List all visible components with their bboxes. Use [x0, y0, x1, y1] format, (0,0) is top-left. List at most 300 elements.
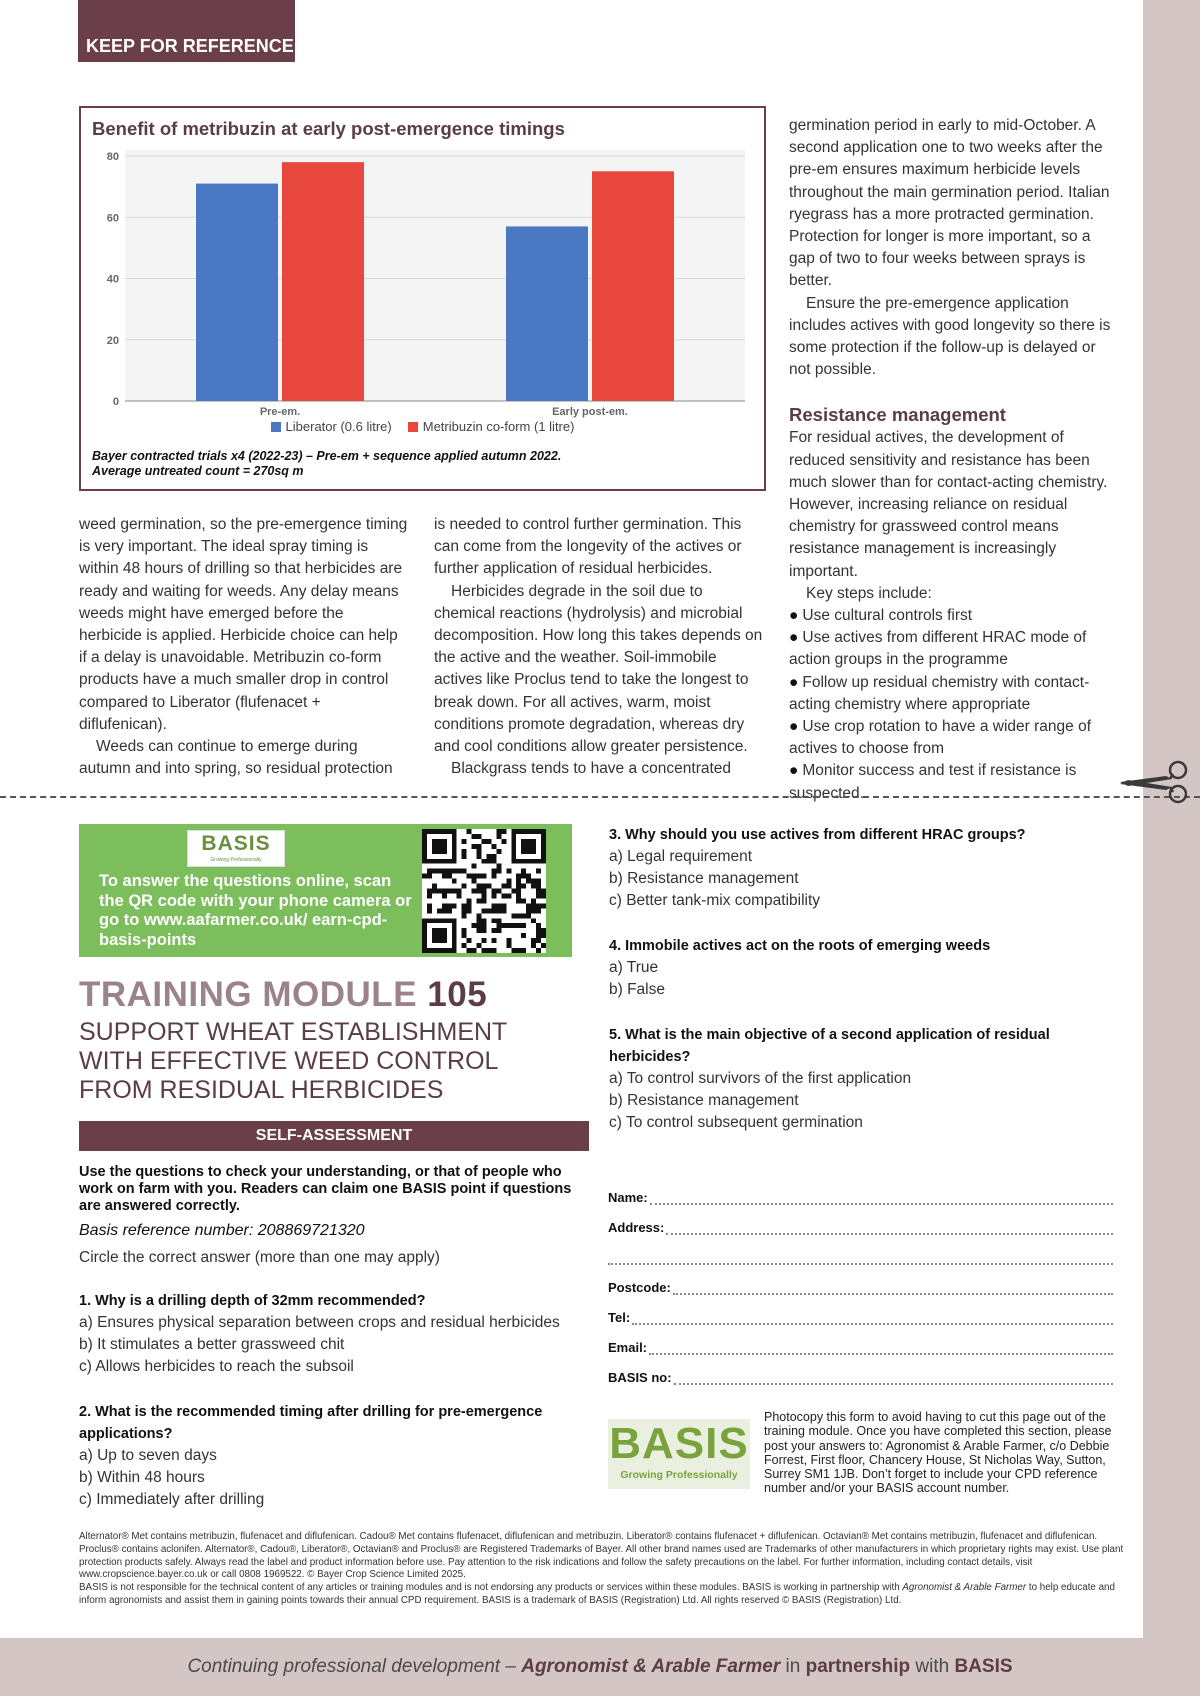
qr-module — [496, 829, 501, 834]
qr-module — [531, 839, 536, 844]
basis-reference-number: Basis reference number: 208869721320 — [79, 1222, 365, 1239]
qr-module — [531, 943, 536, 948]
basis-no-field[interactable] — [608, 1355, 1113, 1385]
qr-module — [526, 913, 531, 918]
qr-module — [496, 908, 501, 913]
question-2 — [79, 1401, 599, 1511]
y-tick-label: 40 — [106, 273, 119, 286]
online-answer-box — [79, 824, 572, 957]
qr-module — [432, 859, 437, 864]
qr-module — [422, 849, 427, 854]
qr-module — [531, 903, 536, 908]
y-tick-label: 60 — [106, 212, 119, 225]
qr-module — [452, 938, 457, 943]
qr-module — [477, 834, 482, 839]
qr-module — [536, 903, 541, 908]
qr-module — [531, 829, 536, 834]
qr-module — [521, 829, 526, 834]
qr-module — [422, 874, 427, 879]
address-field[interactable] — [608, 1205, 1113, 1235]
qr-module — [462, 933, 467, 938]
qr-module — [467, 829, 472, 834]
question-text: 3. Why should you use actives from different HRAC groups? — [609, 827, 1026, 843]
footer-text: in — [780, 1656, 806, 1677]
answer-option[interactable]: b) False — [609, 981, 665, 998]
field-line[interactable] — [666, 1223, 1113, 1235]
y-tick-label: 80 — [106, 151, 119, 163]
qr-module — [462, 839, 467, 844]
qr-module — [521, 844, 526, 849]
qr-module — [477, 874, 482, 879]
qr-module — [491, 889, 496, 894]
qr-module — [442, 844, 447, 849]
qr-module — [422, 943, 427, 948]
qr-module — [491, 874, 496, 879]
qr-module — [437, 918, 442, 923]
bullet-item: ● Follow up residual chemistry with contact-acting chemistry where appropriate — [789, 672, 1119, 716]
qr-module — [521, 869, 526, 874]
qr-module — [516, 829, 521, 834]
qr-module — [467, 908, 472, 913]
qr-module — [477, 889, 482, 894]
qr-module — [491, 869, 496, 874]
qr-module — [541, 893, 546, 898]
qr-module — [422, 859, 427, 864]
qr-module — [482, 948, 487, 953]
qr-module — [531, 918, 536, 923]
qr-module — [482, 893, 487, 898]
answer-option[interactable]: b) Resistance management — [609, 870, 799, 887]
field-label: Tel: — [608, 1310, 631, 1325]
qr-module — [482, 898, 487, 903]
qr-module — [521, 859, 526, 864]
qr-module — [432, 948, 437, 953]
qr-module — [437, 829, 442, 834]
qr-module — [486, 884, 491, 889]
qr-module — [452, 903, 457, 908]
y-tick-label: 0 — [112, 396, 119, 408]
qr-module — [536, 884, 541, 889]
qr-module — [477, 898, 482, 903]
qr-module — [501, 893, 506, 898]
qr-module — [486, 948, 491, 953]
answer-option[interactable]: a) To control survivors of the first application — [609, 1070, 912, 1087]
legend-label: Metribuzin co-form (1 litre) — [422, 419, 575, 434]
qr-module — [427, 859, 432, 864]
qr-module — [442, 839, 447, 844]
basis-logo — [608, 1419, 750, 1489]
qr-module — [432, 829, 437, 834]
qr-module — [516, 913, 521, 918]
qr-module — [491, 938, 496, 943]
qr-module — [536, 859, 541, 864]
qr-module — [516, 874, 521, 879]
qr-module — [521, 839, 526, 844]
field-line[interactable] — [649, 1343, 1113, 1355]
qr-module — [482, 918, 487, 923]
answer-option[interactable]: b) Resistance management — [609, 1092, 799, 1109]
circle-instruction: Circle the correct answer (more than one may apply) — [79, 1249, 440, 1266]
answer-option[interactable]: c) Allows herbicides to reach the subsoil — [79, 1358, 354, 1375]
qr-module — [432, 869, 437, 874]
paragraph: For residual actives, the development of reduced sensitivity and resistance has been much slower than for contact-acting chemistry. However, increasing reliance on residual chemistry for grassweed control means resistance management is increasingly important. — [789, 429, 1108, 580]
bullet-item: ● Use crop rotation to have a wider range of actives to choose from — [789, 716, 1119, 760]
article-column-2 — [434, 514, 764, 780]
qr-module — [516, 923, 521, 928]
qr-module — [462, 869, 467, 874]
qr-module — [536, 893, 541, 898]
qr-module — [462, 908, 467, 913]
qr-module — [422, 933, 427, 938]
qr-module — [501, 923, 506, 928]
qr-module — [526, 903, 531, 908]
basis-logo-tagline: Growing Professionally — [620, 1469, 738, 1481]
qr-module — [432, 928, 437, 933]
qr-module — [442, 908, 447, 913]
qr-module — [427, 889, 432, 894]
answer-option[interactable]: b) It stimulates a better grassweed chit — [79, 1336, 345, 1353]
qr-module — [477, 849, 482, 854]
right-margin-band — [1143, 0, 1200, 1638]
qr-module — [536, 928, 541, 933]
answer-option[interactable]: a) True — [609, 959, 659, 976]
qr-module — [491, 859, 496, 864]
qr-module — [541, 933, 546, 938]
qr-module — [452, 928, 457, 933]
qr-module — [452, 879, 457, 884]
legend-label: Liberator (0.6 litre) — [285, 419, 392, 434]
qr-module — [422, 854, 427, 859]
qr-module — [422, 844, 427, 849]
qr-module — [541, 928, 546, 933]
field-line[interactable] — [608, 1253, 1113, 1265]
qr-module — [472, 844, 477, 849]
qr-module — [526, 859, 531, 864]
qr-module — [531, 859, 536, 864]
self-assessment-bar: SELF-ASSESSMENT — [79, 1121, 589, 1151]
legal-text-italic: Agronomist & Arable Farmer — [902, 1582, 1027, 1594]
qr-module — [511, 923, 516, 928]
qr-module — [442, 948, 447, 953]
qr-module — [427, 918, 432, 923]
qr-module — [452, 844, 457, 849]
legal-small-print — [79, 1531, 1124, 1608]
qr-module — [541, 889, 546, 894]
qr-module — [511, 854, 516, 859]
bar-liberator — [506, 226, 588, 401]
qr-module — [521, 884, 526, 889]
qr-module — [516, 859, 521, 864]
answer-option[interactable]: c) To control subsequent germination — [609, 1114, 863, 1131]
qr-module — [462, 928, 467, 933]
answer-option[interactable]: c) Immediately after drilling — [79, 1491, 265, 1508]
qr-module — [442, 938, 447, 943]
qr-module — [422, 923, 427, 928]
field-line[interactable] — [650, 1193, 1113, 1205]
qr-module — [452, 923, 457, 928]
online-instructions: To answer the questions online, scan the QR code with your phone camera or go to www.aafarmer.co.uk/ earn-cpd-basis-points — [99, 872, 412, 949]
qr-module — [531, 898, 536, 903]
footer-text: with — [910, 1656, 955, 1677]
qr-module — [477, 943, 482, 948]
qr-module — [526, 829, 531, 834]
x-tick-label: Early post-em. — [552, 406, 628, 418]
answer-option[interactable]: c) Better tank-mix compatibility — [609, 892, 821, 909]
field-label: Address: — [608, 1220, 665, 1235]
qr-module — [452, 943, 457, 948]
qr-module — [491, 908, 496, 913]
module-title — [79, 975, 487, 1015]
legal-text: BASIS is not responsible for the technical content of any articles or training modules and is not endorsing any products or services within these modules. BASIS is working in partnership with — [79, 1582, 903, 1594]
qr-module — [432, 933, 437, 938]
qr-module — [496, 923, 501, 928]
qr-module — [491, 893, 496, 898]
qr-module — [506, 884, 511, 889]
qr-module — [526, 874, 531, 879]
qr-module — [427, 903, 432, 908]
keep-for-reference-tab: KEEP FOR REFERENCE — [78, 0, 295, 62]
qr-module — [526, 844, 531, 849]
qr-module — [541, 903, 546, 908]
intro-text: Use the questions to check your understanding, or that of people who work on farm with you. Readers can claim one BASIS point if questions are answered correctly. — [79, 1164, 572, 1214]
qr-module — [482, 839, 487, 844]
qr-module — [541, 849, 546, 854]
qr-module — [477, 913, 482, 918]
bullet-item: ● Monitor success and test if resistance is suspected. — [789, 760, 1119, 804]
qr-module — [422, 839, 427, 844]
qr-module — [432, 844, 437, 849]
qr-module — [541, 943, 546, 948]
answer-option[interactable]: a) Legal requirement — [609, 848, 753, 865]
bar-metribuzin — [592, 171, 674, 401]
qr-module — [491, 903, 496, 908]
qr-module — [432, 849, 437, 854]
answer-option[interactable]: b) Within 48 hours — [79, 1469, 205, 1486]
qr-module — [422, 918, 427, 923]
qr-module — [422, 938, 427, 943]
qr-module — [447, 869, 452, 874]
qr-module — [531, 849, 536, 854]
qr-module — [496, 918, 501, 923]
chart-title: Benefit of metribuzin at early post-emergence timings — [92, 118, 565, 139]
qr-module — [427, 893, 432, 898]
qr-module — [531, 884, 536, 889]
photocopy-note: Photocopy this form to avoid having to cut this page out of the training module. Once you have completed this section, please post your answers to: Agronomist & Arable Farmer, c/o Debbie Forrest, First floor, Chancery House, St Nicholas Way, Sutton, Surrey SM1 1JB. Don’t forget to include your CPD reference number and/or your BASIS account number. — [764, 1410, 1112, 1496]
qr-module — [447, 908, 452, 913]
qr-module — [452, 948, 457, 953]
qr-module — [506, 943, 511, 948]
qr-module — [496, 889, 501, 894]
bar-liberator — [196, 184, 278, 401]
qr-module — [477, 928, 482, 933]
field-label: Name: — [608, 1190, 648, 1205]
qr-module — [452, 859, 457, 864]
qr-module — [491, 844, 496, 849]
qr-module — [422, 928, 427, 933]
qr-module — [472, 879, 477, 884]
qr-module — [536, 879, 541, 884]
paragraph: Weeds can continue to emerge during autumn and into spring, so residual protection — [79, 738, 393, 778]
scissors-icon — [1118, 760, 1188, 804]
qr-module — [437, 844, 442, 849]
qr-module — [501, 839, 506, 844]
qr-module — [491, 918, 496, 923]
qr-module — [511, 948, 516, 953]
qr-module — [536, 938, 541, 943]
qr-module — [482, 923, 487, 928]
qr-module — [437, 869, 442, 874]
qr-module — [496, 903, 501, 908]
legend-item-liberator — [271, 419, 392, 434]
chart-panel — [79, 106, 766, 491]
module-subtitle: SUPPORT WHEAT ESTABLISHMENT WITH EFFECTIVE WEED CONTROL FROM RESIDUAL HERBICIDES — [79, 1018, 507, 1104]
x-tick-label: Pre-em. — [259, 406, 301, 418]
qr-module — [432, 839, 437, 844]
qr-module — [462, 854, 467, 859]
paragraph: Herbicides degrade in the soil due to chemical reactions (hydrolysis) and microbial decomposition. How long this takes depends on the active and the weather. Soil-immobile actives like Proclus tend to take the longest to break down. For all actives, warm, moist conditions promote degradation, whereas dry and cool conditions allow greater persistence. — [434, 582, 763, 756]
qr-module — [462, 903, 467, 908]
qr-module — [422, 829, 427, 834]
qr-module — [526, 839, 531, 844]
qr-module — [531, 938, 536, 943]
footer-text: Continuing professional development – — [187, 1656, 522, 1677]
qr-code-icon[interactable] — [422, 829, 546, 953]
qr-module — [482, 884, 487, 889]
qr-module — [442, 829, 447, 834]
qr-module — [442, 889, 447, 894]
qr-module — [496, 864, 501, 869]
qr-module — [491, 948, 496, 953]
qr-module — [437, 859, 442, 864]
qr-module — [462, 913, 467, 918]
qr-module — [482, 859, 487, 864]
field-line[interactable] — [673, 1283, 1113, 1295]
qr-module — [437, 849, 442, 854]
qr-module — [516, 884, 521, 889]
qr-module — [437, 948, 442, 953]
basis-logo-small — [187, 830, 285, 867]
legal-text: to help educate and inform agronomists and assist them in gaining points towards their annual CPD requirement. BASIS is a trademark of BASIS (Registration) Ltd. All rights reserved © BASIS (Registration) Ltd. — [79, 1582, 1115, 1606]
qr-module — [457, 869, 462, 874]
qr-module — [531, 908, 536, 913]
qr-module — [501, 908, 506, 913]
qr-module — [437, 908, 442, 913]
chart-note-line: Average untreated count = 270sq m — [92, 464, 304, 478]
bullet-item: ● Use actives from different HRAC mode of action groups in the programme — [789, 627, 1119, 671]
qr-module — [486, 839, 491, 844]
qr-module — [521, 849, 526, 854]
footer-basis: BASIS — [954, 1656, 1013, 1677]
paragraph: Key steps include: — [806, 584, 932, 602]
answer-option[interactable]: a) Ensures physical separation between crops and residual herbicides — [79, 1314, 560, 1331]
qr-module — [516, 898, 521, 903]
qr-module — [422, 948, 427, 953]
article-column-1 — [79, 514, 409, 780]
basis-logo-text: BASIS — [609, 1419, 749, 1468]
qr-module — [457, 889, 462, 894]
qr-module — [442, 849, 447, 854]
chart-note-line: Bayer contracted trials x4 (2022-23) – Pre-em + sequence applied autumn 2022. — [92, 449, 562, 463]
question-4 — [609, 935, 1129, 1001]
qr-module — [472, 923, 477, 928]
qr-module — [541, 859, 546, 864]
qr-module — [452, 854, 457, 859]
qr-module — [452, 849, 457, 854]
qr-module — [526, 849, 531, 854]
name-field[interactable] — [608, 1175, 1113, 1205]
qr-module — [541, 844, 546, 849]
qr-module — [482, 928, 487, 933]
qr-module — [521, 874, 526, 879]
qr-module — [467, 938, 472, 943]
legal-paragraph: Alternator® Met contains metribuzin, flufenacet and diflufenican. Cadou® Met contains flufenacet, diflufenican and metribuzin. Liberator® contains flufenacet + diflufenican. Octavian® Met contains metribuzin, flufenacet and diflufenican. Proclus® contains aclonifen. Alternator®, Cadou®, Liberator®, Octavian® and Proclus® are Registered Trademarks of Bayer. All other brand names used are Trademarks of other manufacturers in which proprietary rights may exist. Use plant protection products safely. Always read the label and product information before use. Pay attention to the risk indications and follow the safety precautions on the label. For further information, including contact details, visit www.cropscience.bayer.co.uk or call 0808 1969522. © Bayer Crop Science Limited 2025. — [79, 1531, 1124, 1581]
qr-module — [452, 869, 457, 874]
qr-module — [442, 859, 447, 864]
qr-module — [501, 829, 506, 834]
postcode-field[interactable] — [608, 1265, 1113, 1295]
qr-module — [541, 854, 546, 859]
legend-swatch-blue — [271, 422, 281, 432]
qr-module — [472, 889, 477, 894]
email-field[interactable] — [608, 1325, 1113, 1355]
field-line[interactable] — [632, 1313, 1113, 1325]
qr-module — [442, 928, 447, 933]
qr-module — [442, 869, 447, 874]
qr-module — [462, 849, 467, 854]
qr-module — [521, 948, 526, 953]
address-line-2[interactable] — [608, 1235, 1113, 1265]
section-heading: Resistance management — [789, 404, 1006, 426]
qr-module — [506, 893, 511, 898]
tel-field[interactable] — [608, 1295, 1113, 1325]
qr-module — [541, 834, 546, 839]
qr-module — [536, 829, 541, 834]
paragraph: is needed to control further germination. This can come from the longevity of the actives or further application of residual herbicides. — [434, 516, 742, 578]
qr-module — [511, 889, 516, 894]
qr-module — [472, 874, 477, 879]
question-text: 2. What is the recommended timing after drilling for pre-emergence applications? — [79, 1404, 543, 1442]
answer-option[interactable]: a) Up to seven days — [79, 1447, 217, 1464]
qr-module — [501, 903, 506, 908]
question-3 — [609, 824, 1129, 912]
qr-module — [536, 889, 541, 894]
qr-module — [511, 849, 516, 854]
qr-module — [486, 859, 491, 864]
basis-logo-text: BASIS — [201, 832, 271, 855]
question-text: 1. Why is a drilling depth of 32mm recommended? — [79, 1293, 426, 1309]
qr-module — [511, 913, 516, 918]
qr-module — [467, 948, 472, 953]
paragraph: Ensure the pre-emergence application includes actives with good longevity so there is some protection if the follow-up is delayed or not possible. — [789, 294, 1111, 379]
qr-module — [457, 893, 462, 898]
qr-module — [442, 903, 447, 908]
qr-module — [477, 884, 482, 889]
qr-module — [511, 834, 516, 839]
paragraph: Blackgrass tends to have a concentrated — [451, 760, 732, 778]
qr-module — [516, 948, 521, 953]
qr-module — [506, 923, 511, 928]
qr-module — [477, 923, 482, 928]
qr-module — [486, 854, 491, 859]
field-line[interactable] — [674, 1373, 1113, 1385]
paragraph: germination period in early to mid-October. A second application one to two weeks after the pre-em ensures maximum herbicide levels throughout the main germination period. Italian ryegrass has a more protracted germination. Protection for longer is more important, so a gap of two to four weeks between sprays is better. — [789, 117, 1110, 290]
qr-module — [452, 933, 457, 938]
question-text: 4. Immobile actives act on the roots of emerging weeds — [609, 938, 991, 954]
qr-module — [526, 908, 531, 913]
qr-module — [427, 869, 432, 874]
qr-module — [432, 938, 437, 943]
qr-module — [482, 874, 487, 879]
